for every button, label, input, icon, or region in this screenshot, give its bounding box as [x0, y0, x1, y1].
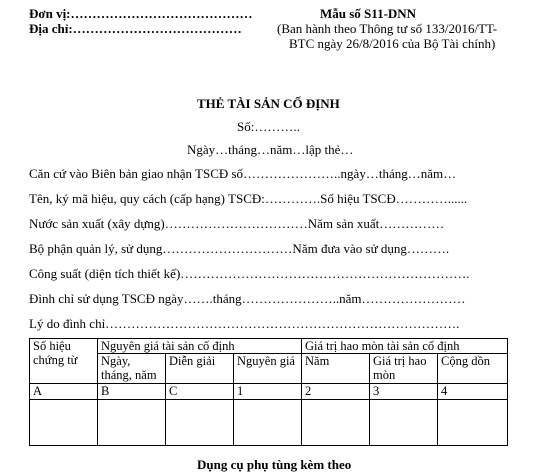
- table-cell: 1: [234, 384, 302, 400]
- address-label: Địa chỉ:…………………………………: [29, 21, 242, 36]
- header-original-cost-group: Nguyên giá tài sản cố định: [98, 339, 302, 354]
- header-document-number: Số hiệu chứng từ: [30, 339, 98, 384]
- card-number: Số:………..: [237, 119, 300, 134]
- table-cell: [166, 400, 234, 446]
- table-cell: [30, 400, 98, 446]
- table-cell: B: [98, 384, 166, 400]
- table-cell: [370, 400, 438, 446]
- table-cell: [438, 400, 508, 446]
- table-cell: [98, 400, 166, 446]
- header-description: Diễn giải: [166, 354, 234, 384]
- header-depreciation-value: Giá trị hao mòn: [370, 354, 438, 384]
- card-date: Ngày…tháng…năm…lập thẻ…: [187, 142, 354, 157]
- header-date: Ngày, tháng, năm: [98, 354, 166, 384]
- field-suspension-date: Đình chỉ sử dụng TSCĐ ngày…….tháng…………………..năm……………………: [29, 291, 466, 306]
- asset-value-table: [29, 338, 508, 446]
- table-cell: C: [166, 384, 234, 400]
- table-cell: 4: [438, 384, 508, 400]
- field-capacity: Công suất (diện tích thiết kế)………………………………………………………….: [29, 266, 470, 281]
- table-row: [30, 400, 508, 446]
- accessories-title: Dụng cụ phụ tùng kèm theo: [197, 457, 352, 472]
- field-handover-record: Căn cứ vào Biên bản giao nhận TSCĐ số…………………..ngày…tháng…năm…: [29, 166, 457, 181]
- field-country-of-origin: Nước sản xuất (xây dựng)……………………………Năm sản xuất……………: [29, 216, 445, 231]
- table-cell: [234, 400, 302, 446]
- table-cell: 3: [370, 384, 438, 400]
- form-code: Mẫu số S11-DNN: [320, 6, 417, 21]
- field-suspension-reason: Lý do đình chỉ……………………………………………………………………….: [29, 316, 460, 331]
- field-managing-department: Bộ phận quản lý, sử dụng…………………………Năm đưa vào sử dụng……….: [29, 241, 450, 256]
- document-title: THẺ TÀI SẢN CỐ ĐỊNH: [197, 96, 340, 111]
- table-cell: 2: [302, 384, 370, 400]
- header-year: Năm: [302, 354, 370, 384]
- issued-note-line1: (Ban hành theo Thông tư số 133/2016/TT-: [277, 21, 498, 36]
- header-original-cost: Nguyên giá: [234, 354, 302, 384]
- unit-label: Đơn vị:……………………………………: [29, 6, 253, 21]
- header-accumulated: Cộng dồn: [438, 354, 508, 384]
- table-cell: [302, 400, 370, 446]
- table-index-row: [30, 384, 508, 400]
- header-depreciation-group: Giá trị hao mòn tài sản cố định: [302, 339, 508, 354]
- issued-note-line2: BTC ngày 26/8/2016 của Bộ Tài chính): [289, 36, 496, 51]
- field-asset-name: Tên, ký mã hiệu, quy cách (cấp hạng) TSCĐ:………….Số hiệu TSCĐ…………......: [29, 191, 468, 206]
- table-cell: A: [30, 384, 98, 400]
